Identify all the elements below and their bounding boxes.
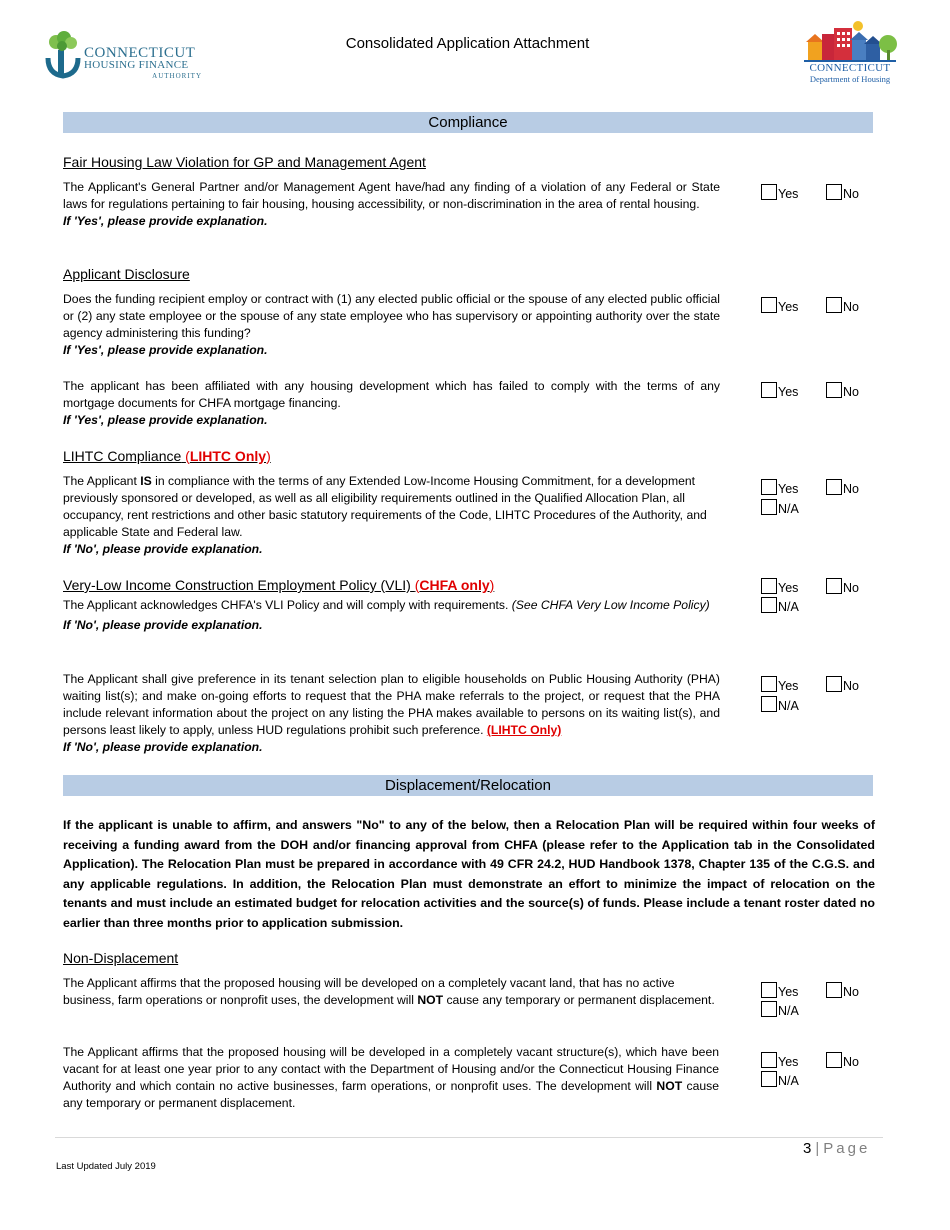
- disclosure-yes-label: Yes: [778, 300, 799, 314]
- disclosure-heading: Applicant Disclosure: [63, 266, 190, 282]
- vli-statement: The Applicant acknowledges CHFA's VLI Policy and will comply with requirements.: [63, 598, 509, 612]
- page-number: [803, 1140, 870, 1157]
- relocation-intro: If the applicant is unable to affirm, and answers "No" to any of the below, then a Relocation Plan will be required within four weeks of receiving a funding award from the DOH and/or financing approval from CHFA (please refer to the Application tab in the Consolidated Application). The Relocation Plan must be prepared in accordance with 49 CFR 24.2, HUD Handbook 1378, Chapter 135 of the C.G.S. and any applicable regulations. In addition, the Relocation Plan must demonstrate an effort to minimize the impact of relocation on the tenants and must include an estimated budget for relocation activities and the source(s) of funds. Please include a tenant roster dated no earlier than three months prior to application submission.: [63, 818, 875, 930]
- disclosure-explain: If 'Yes', please provide explanation.: [63, 343, 268, 357]
- affiliated-no-checkbox[interactable]: [826, 382, 842, 398]
- vli-heading: [63, 577, 494, 593]
- vli-yes-label: Yes: [778, 581, 799, 595]
- affiliated-text: [63, 378, 720, 429]
- chfa-logo-line3: AUTHORITY: [152, 72, 202, 80]
- fair-housing-no-checkbox[interactable]: [826, 184, 842, 200]
- lihtc-heading-close: ): [266, 448, 271, 464]
- page-word: Page: [823, 1140, 871, 1157]
- page-number-separator: |: [815, 1140, 820, 1157]
- item2-na-label: N/A: [778, 1074, 799, 1088]
- document-title: Consolidated Application Attachment: [345, 35, 590, 52]
- vli-statement-italic: (See CHFA Very Low Income Policy): [511, 598, 710, 612]
- vli-na-checkbox[interactable]: [761, 597, 777, 613]
- lihtc-na-checkbox[interactable]: [761, 499, 777, 515]
- doh-houses-icon: [800, 20, 900, 62]
- section-compliance-title: Compliance: [63, 112, 873, 133]
- lihtc-yes-label: Yes: [778, 482, 799, 496]
- pha-no-label: No: [843, 679, 859, 693]
- lihtc-heading: [63, 448, 271, 464]
- disclosure-yes-checkbox[interactable]: [761, 297, 777, 313]
- disclosure-no-checkbox[interactable]: [826, 297, 842, 313]
- affiliated-yes-checkbox[interactable]: [761, 382, 777, 398]
- item1-na-label: N/A: [778, 1004, 799, 1018]
- lihtc-text: [63, 473, 727, 558]
- non-displacement-item2-bold: NOT: [656, 1079, 683, 1093]
- item1-yes-label: Yes: [778, 985, 799, 999]
- doh-logo: [800, 20, 900, 86]
- non-displacement-item1-before: The Applicant affirms that the proposed housing will be developed on a completely vacant land, that has no active business, farm operations or nonprofit uses, the development will: [63, 976, 675, 1007]
- lihtc-na-label: N/A: [778, 502, 799, 516]
- pha-yes-checkbox[interactable]: [761, 676, 777, 692]
- item2-na-checkbox[interactable]: [761, 1071, 777, 1087]
- pha-no-checkbox[interactable]: [826, 676, 842, 692]
- page-number-value: 3: [803, 1140, 812, 1157]
- affiliated-question: The applicant has been affiliated with any housing development which has failed to comply with the terms of any mortgage documents for CHFA mortgage financing.: [63, 379, 720, 410]
- disclosure-no-label: No: [843, 300, 859, 314]
- fair-housing-explain: If 'Yes', please provide explanation.: [63, 214, 268, 228]
- pha-explain: If 'No', please provide explanation.: [63, 740, 263, 754]
- vli-heading-tag: CHFA only: [419, 577, 490, 593]
- lihtc-text-before: The Applicant: [63, 474, 137, 488]
- vli-na-label: N/A: [778, 600, 799, 614]
- doh-logo-line2: Department of Housing: [809, 74, 891, 84]
- lihtc-yes-checkbox[interactable]: [761, 479, 777, 495]
- footer-divider: [55, 1137, 883, 1138]
- vli-no-label: No: [843, 581, 859, 595]
- non-displacement-item2: [63, 1044, 719, 1112]
- item1-no-checkbox[interactable]: [826, 982, 842, 998]
- vli-explain: If 'No', please provide explanation.: [63, 617, 263, 632]
- disclosure-text: [63, 291, 720, 359]
- non-displacement-item1: [63, 975, 723, 1009]
- doh-logo-line1: CONNECTICUT: [809, 62, 891, 74]
- fair-housing-yes-label: Yes: [778, 187, 799, 201]
- vli-heading-close: ): [489, 577, 495, 593]
- lihtc-text-after: in compliance with the terms of any Extended Low-Income Housing Commitment, for a development previously sponsored or developed, as well as all eligibility requirements outlined in the Qualified Allocation Plan, all occupancy, rent restrictions and other basic statutory requirements of the Code, LIHTC Procedures of the Authority, and applicable State and Federal law.: [63, 474, 707, 539]
- non-displacement-item2-before: The Applicant affirms that the proposed housing will be developed in a completely vacant structure(s), which have been vacant for at least one year prior to any contact with the Department of Housing and/or the Connecticut Housing Finance Authority and which contain no active businesses, farm operations, or nonprofit uses. The development will: [63, 1045, 719, 1093]
- affiliated-yes-label: Yes: [778, 385, 799, 399]
- item1-yes-checkbox[interactable]: [761, 982, 777, 998]
- item2-yes-label: Yes: [778, 1055, 799, 1069]
- lihtc-heading-text: LIHTC Compliance: [63, 448, 182, 464]
- pha-lihtc-tag: (LIHTC Only): [486, 723, 562, 737]
- affiliated-no-label: No: [843, 385, 859, 399]
- pha-statement: The Applicant shall give preference in its tenant selection plan to eligible households on Public Housing Authority (PHA) waiting list(s); and make on-going efforts to request that the PHA make referrals to the project, or request that the PHA include relevant information about the project on any listing the PHA makes available to persons on its waiting list(s), and persons least likely to apply, unless HUD regulations prohibit such preference.: [63, 672, 720, 737]
- non-displacement-heading: Non-Displacement: [63, 950, 179, 966]
- vli-text: [63, 596, 723, 635]
- pha-yes-label: Yes: [778, 679, 799, 693]
- lihtc-no-label: No: [843, 482, 859, 496]
- item1-na-checkbox[interactable]: [761, 1001, 777, 1017]
- item2-no-label: No: [843, 1055, 859, 1069]
- pha-text: [63, 671, 720, 756]
- last-updated: Last Updated July 2019: [56, 1161, 156, 1172]
- fair-housing-text: [63, 179, 720, 230]
- lihtc-text-bold: IS: [140, 474, 152, 488]
- affiliated-explain: If 'Yes', please provide explanation.: [63, 413, 268, 427]
- page-header: [0, 0, 950, 100]
- vli-yes-checkbox[interactable]: [761, 578, 777, 594]
- vli-heading-open: (: [414, 577, 420, 593]
- lihtc-heading-open: (: [185, 448, 190, 464]
- item2-yes-checkbox[interactable]: [761, 1052, 777, 1068]
- lihtc-explain: If 'No', please provide explanation.: [63, 542, 263, 556]
- disclosure-question: Does the funding recipient employ or contract with (1) any elected public official or the spouse of any elected public official or (2) any state employee or the spouse of any state employee who has supervisory or appointing authority over the state agency administering this funding?: [63, 292, 720, 340]
- fair-housing-heading: Fair Housing Law Violation for GP and Management Agent: [63, 154, 426, 170]
- chfa-logo-line2: HOUSING FINANCE: [84, 59, 189, 71]
- lihtc-no-checkbox[interactable]: [826, 479, 842, 495]
- non-displacement-item2-after: cause any temporary or permanent displacement.: [63, 1079, 720, 1110]
- fair-housing-no-label: No: [843, 187, 859, 201]
- pha-na-label: N/A: [778, 699, 799, 713]
- fair-housing-question: The Applicant's General Partner and/or Management Agent have/had any finding of a violation of any Federal or State laws for regulations pertaining to fair housing, housing accessibility, or non-discrimination in the area of rental housing.: [63, 180, 720, 211]
- fair-housing-yes-checkbox[interactable]: [761, 184, 777, 200]
- item2-no-checkbox[interactable]: [826, 1052, 842, 1068]
- item1-no-label: No: [843, 985, 859, 999]
- pha-na-checkbox[interactable]: [761, 696, 777, 712]
- chfa-logo-line1: CONNECTICUT: [84, 45, 196, 61]
- non-displacement-item1-bold: NOT: [417, 993, 444, 1007]
- section-displacement-title: Displacement/Relocation: [63, 775, 873, 796]
- vli-no-checkbox[interactable]: [826, 578, 842, 594]
- non-displacement-item1-after: cause any temporary or permanent displacement.: [446, 993, 715, 1007]
- lihtc-heading-tag: LIHTC Only: [189, 448, 267, 464]
- vli-heading-text: Very-Low Income Construction Employment Policy (VLI): [63, 577, 411, 593]
